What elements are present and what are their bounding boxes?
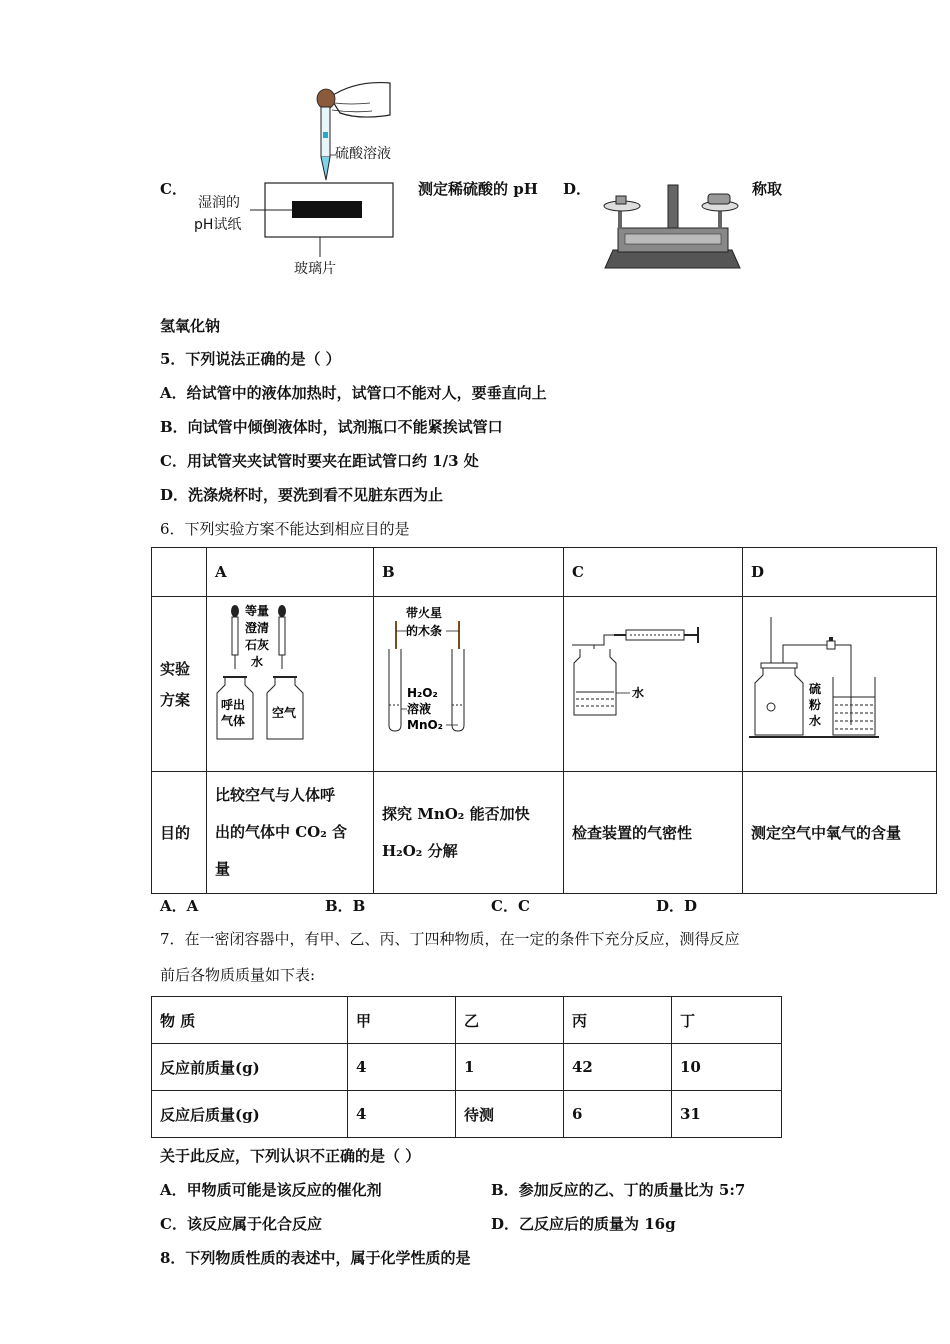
svg-text:空气: 空气 bbox=[272, 706, 297, 720]
option-c-label: C． bbox=[160, 180, 187, 198]
q5-option-a: A．给试管中的液体加热时，试管口不能对人，要垂直向上 bbox=[160, 384, 547, 402]
svg-text:的木条: 的木条 bbox=[406, 624, 443, 638]
q6-plan-c bbox=[564, 597, 743, 772]
svg-text:石灰: 石灰 bbox=[245, 638, 270, 652]
q6-plan-a bbox=[207, 597, 374, 772]
table-row: 物 质 甲 乙 丙 丁 bbox=[152, 997, 782, 1044]
q6-option-a: A．A bbox=[160, 897, 199, 915]
balance-illustration bbox=[600, 180, 745, 275]
q5-stem: 5．下列说法正确的是（ ） bbox=[160, 350, 341, 368]
caption-d-tail: 氢氧化钠 bbox=[160, 317, 221, 335]
q6-purpose-d: 测定空气中氧气的含量 bbox=[743, 772, 937, 894]
q7-option-d: D．乙反应后的质量为 16g bbox=[491, 1215, 676, 1233]
table-row: 反应前质量(g) 4 1 42 10 bbox=[152, 1044, 782, 1091]
q6-row-purpose-label: 目的 bbox=[152, 772, 207, 894]
table-row: 反应后质量(g) 4 待测 6 31 bbox=[152, 1091, 782, 1138]
q8-stem: 8．下列物质性质的表述中，属于化学性质的是 bbox=[160, 1249, 471, 1267]
q7-option-c: C．该反应属于化合反应 bbox=[160, 1215, 322, 1233]
mno2-figure bbox=[374, 597, 562, 767]
svg-text:澄清: 澄清 bbox=[245, 621, 270, 635]
q6-header-b: B bbox=[374, 548, 564, 597]
q6-purpose-a: 比较空气与人体呼 出的气体中 CO₂ 含 量 bbox=[207, 772, 374, 894]
svg-text:等量: 等量 bbox=[245, 604, 270, 618]
q7-stem-line1: 7．在一密闭容器中，有甲、乙、丙、丁四种物质，在一定的条件下充分反应，测得反应 bbox=[160, 930, 740, 948]
svg-text:呼出: 呼出 bbox=[221, 698, 246, 712]
svg-text:溶液: 溶液 bbox=[407, 702, 432, 716]
svg-text:粉: 粉 bbox=[809, 698, 822, 712]
q6-purpose-c: 检查装置的气密性 bbox=[564, 772, 743, 894]
svg-text:水: 水 bbox=[632, 686, 645, 700]
ph-test-illustration bbox=[190, 75, 420, 280]
paper-label-2: pH试纸 bbox=[194, 217, 242, 233]
q6-header-c: C bbox=[564, 548, 743, 597]
svg-text:水: 水 bbox=[251, 655, 264, 669]
svg-text:MnO₂: MnO₂ bbox=[407, 718, 443, 732]
q7-question: 关于此反应，下列认识不正确的是（ ） bbox=[160, 1147, 421, 1165]
q6-plan-b bbox=[374, 597, 564, 772]
svg-text:硫: 硫 bbox=[809, 682, 822, 696]
acid-label: 硫酸溶液 bbox=[335, 146, 391, 162]
q6-option-d: D．D bbox=[656, 897, 698, 915]
svg-text:水: 水 bbox=[809, 714, 822, 728]
airtightness-figure bbox=[564, 597, 742, 767]
q6-option-b: B．B bbox=[325, 897, 366, 915]
paper-label-1: 湿润的 bbox=[198, 195, 240, 211]
q5-option-c: C．用试管夹夹试管时要夹在距试管口约 1/3 处 bbox=[160, 452, 479, 470]
q5-option-d: D．洗涤烧杯时，要洗到看不见脏东西为止 bbox=[160, 486, 444, 504]
q6-header-d: D bbox=[743, 548, 937, 597]
caption-c: 测定稀硫酸的 pH bbox=[418, 180, 538, 198]
svg-text:带火星: 带火星 bbox=[406, 606, 443, 620]
svg-text:气体: 气体 bbox=[221, 714, 246, 728]
oxygen-content-figure bbox=[743, 597, 936, 767]
q7-option-a: A．甲物质可能是该反应的催化剂 bbox=[160, 1181, 382, 1199]
q7-option-b: B．参加反应的乙、丁的质量比为 5:7 bbox=[491, 1181, 746, 1199]
q6-plan-d bbox=[743, 597, 937, 772]
q7-table bbox=[151, 996, 782, 1138]
svg-text:H₂O₂: H₂O₂ bbox=[407, 686, 438, 700]
q6-purpose-b: 探究 MnO₂ 能否加快 H₂O₂ 分解 bbox=[374, 772, 564, 894]
q6-stem: 6．下列实验方案不能达到相应目的是 bbox=[160, 520, 410, 538]
q7-stem-line2: 前后各物质质量如下表: bbox=[160, 966, 316, 984]
q6-header-a: A bbox=[207, 548, 374, 597]
q6-row-plan-label: 实验 方案 bbox=[152, 597, 207, 772]
q6-option-c: C．C bbox=[491, 897, 530, 915]
option-d-label: D． bbox=[563, 180, 592, 198]
caption-d: 称取 bbox=[752, 180, 783, 198]
q5-option-b: B．向试管中倾倒液体时，试剂瓶口不能紧挨试管口 bbox=[160, 418, 503, 436]
q6-table bbox=[151, 547, 937, 894]
q6-corner-cell bbox=[152, 548, 207, 597]
glass-label: 玻璃片 bbox=[294, 261, 336, 277]
lime-water-figure bbox=[207, 597, 373, 767]
